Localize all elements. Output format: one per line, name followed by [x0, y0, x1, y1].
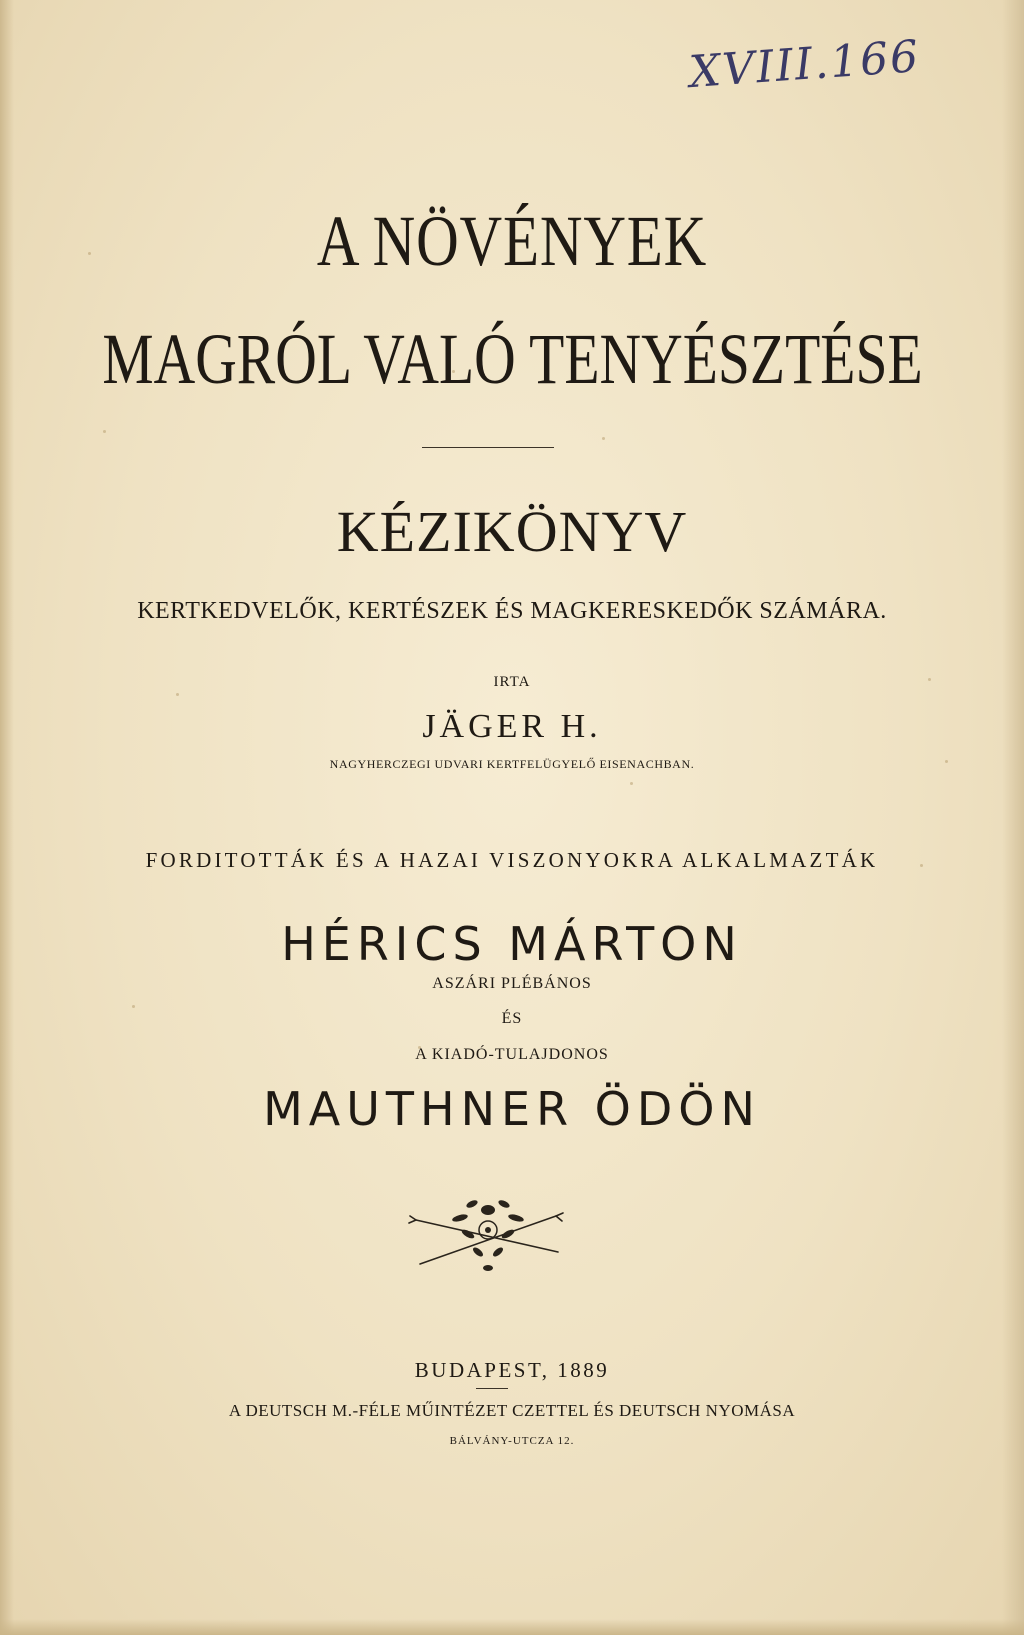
- translator1-name: HÉRICS MÁRTON: [281, 917, 743, 971]
- imprint-rule: [476, 1388, 508, 1389]
- shelfmark-text: XVIII.166: [687, 31, 922, 99]
- title-line-2: MAGRÓL VALÓ TENYÉSZTÉSE: [102, 319, 923, 399]
- author-role: NAGYHERCZEGI UDVARI KERTFELÜGYELŐ EISENACHBAN.: [329, 757, 695, 771]
- imprint-address: BÁLVÁNY-UTCZA 12.: [449, 1435, 575, 1447]
- author-name: JÄGER H.: [422, 708, 602, 745]
- title-rule: [422, 447, 554, 448]
- translator2-role: A KIADÓ-TULAJDONOS: [415, 1046, 609, 1063]
- title-line-1: A NÖVÉNYEK: [316, 201, 708, 281]
- handbook-heading: KÉZIKÖNYV: [336, 499, 688, 564]
- page-edge-left: [0, 0, 14, 1635]
- page-edge-right: [1002, 0, 1024, 1635]
- translator2-name: MAUTHNER ÖDÖN: [263, 1082, 761, 1136]
- translators-line: FORDITOTTÁK ÉS A HAZAI VISZONYOKRA ALKALMAZTÁK: [145, 848, 879, 872]
- imprint-printer: A DEUTSCH M.-FÉLE MŰINTÉZET CZETTEL ÉS DEUTSCH NYOMÁSA: [228, 1401, 796, 1420]
- translator1-role: ASZÁRI PLÉBÁNOS: [432, 975, 592, 992]
- imprint-city-year: BUDAPEST, 1889: [414, 1358, 610, 1382]
- irta-label: IRTA: [493, 674, 531, 690]
- page-edge-bottom: [0, 1619, 1024, 1635]
- subtitle: KERTKEDVELŐK, KERTÉSZEK ÉS MAGKERESKEDŐK SZÁMÁRA.: [137, 598, 887, 624]
- conjunction: ÉS: [501, 1010, 523, 1027]
- handwritten-shelfmark: [688, 29, 953, 127]
- printer-vignette-icon: [408, 1190, 568, 1280]
